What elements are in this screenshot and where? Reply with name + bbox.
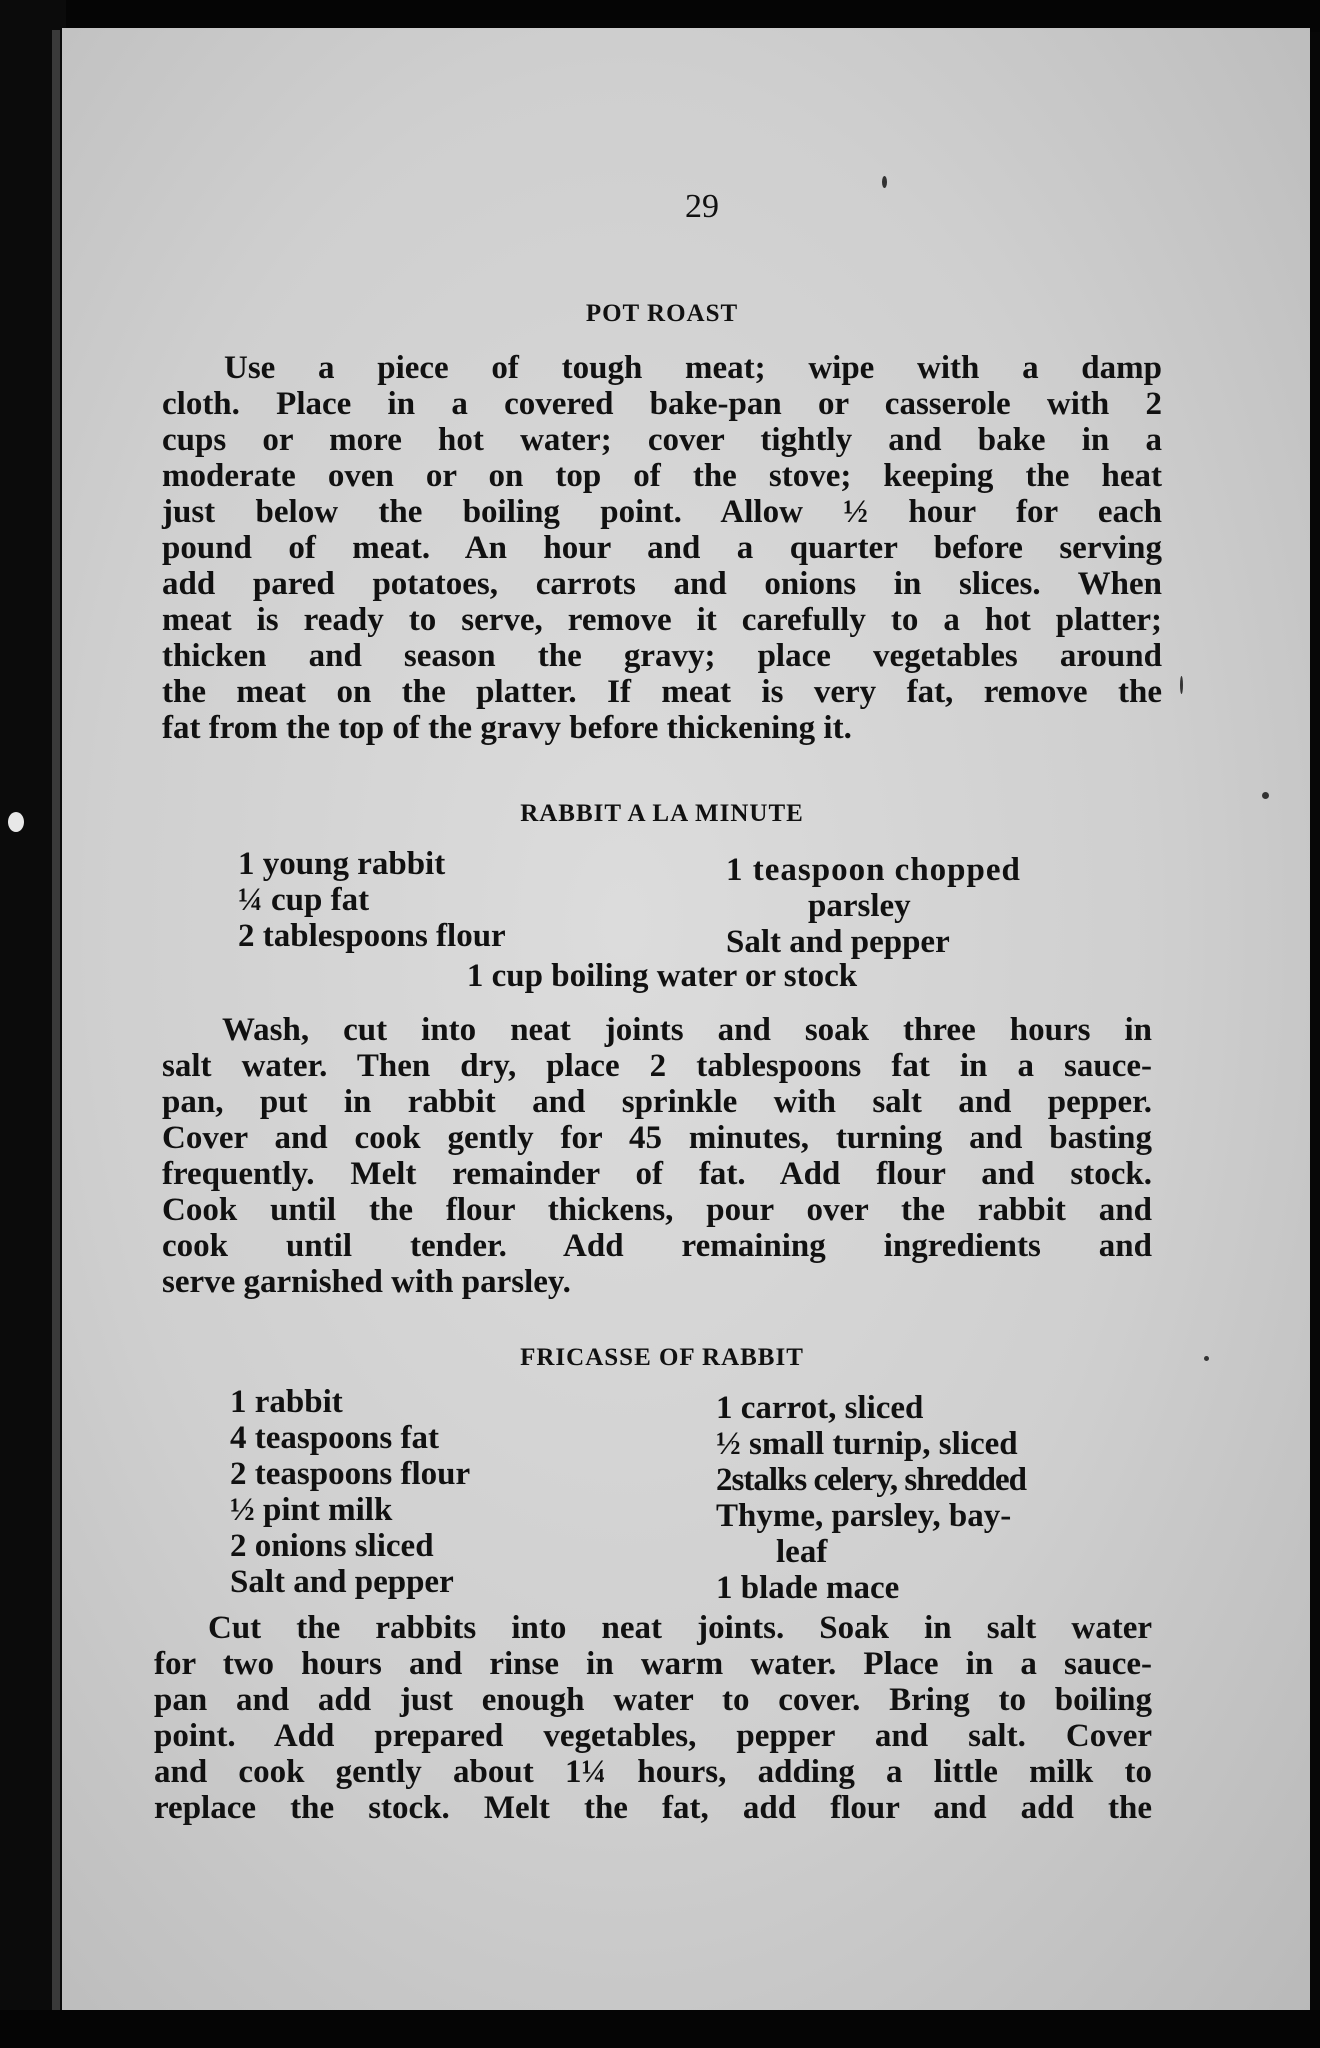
ingredients-right-rabbit-a-la-minute xyxy=(726,852,1021,960)
book-page xyxy=(62,28,1310,2018)
ingredient-item: 2 teaspoons flour xyxy=(230,1456,471,1492)
scan-speck xyxy=(1180,676,1183,694)
ingredients-left-rabbit-a-la-minute xyxy=(238,846,506,954)
ingredient-item: Thyme, parsley, bay- xyxy=(716,1498,1012,1534)
ingredient-item: 2 tablespoons flour xyxy=(238,918,506,954)
scan-bottom-border xyxy=(0,2010,1320,2048)
text-line: cloth. Place in a covered bake-pan or casserole with 2 xyxy=(162,386,1162,422)
recipe-body-pot-roast xyxy=(162,350,1162,746)
text-line: moderate oven or on top of the stove; keeping the heat xyxy=(162,458,1162,494)
text-line: meat is ready to serve, remove it carefully to a hot platter; xyxy=(162,602,1162,638)
ingredient-item: 1 carrot, sliced xyxy=(716,1390,924,1426)
recipe-title-pot-roast: POT ROAST xyxy=(585,300,739,327)
ingredient-item: 1 blade mace xyxy=(716,1570,900,1606)
text-line: cups or more hot water; cover tightly and bake in a xyxy=(162,422,1162,458)
scan-speck xyxy=(1262,792,1269,799)
recipe-body-fricasse-of-rabbit xyxy=(154,1610,1152,1826)
text-line: replace the stock. Melt the fat, add flour and add the xyxy=(154,1790,1152,1826)
ingredient-item-continued: parsley xyxy=(808,888,911,924)
text-line: thicken and season the gravy; place vegetables around xyxy=(162,638,1162,674)
ingredient-item: Salt and pepper xyxy=(726,924,950,960)
text-line: and cook gently about 1¼ hours, adding a little milk to xyxy=(154,1754,1152,1790)
text-line: the meat on the platter. If meat is very fat, remove the xyxy=(162,674,1162,710)
page-number: 29 xyxy=(685,188,719,225)
ingredient-item: 1 rabbit xyxy=(230,1384,343,1420)
ingredient-item: Salt and pepper xyxy=(230,1564,454,1600)
ingredient-item-continued: leaf xyxy=(776,1534,828,1570)
ingredients-right-fricasse-of-rabbit xyxy=(716,1390,1026,1606)
page-content xyxy=(62,28,1310,2018)
text-line: Wash, cut into neat joints and soak three hours in xyxy=(222,1012,1152,1048)
text-line: Cover and cook gently for 45 minutes, turning and basting xyxy=(162,1120,1152,1156)
ingredient-item: 1 young rabbit xyxy=(238,846,446,882)
ingredient-item: 2stalks celery, shredded xyxy=(716,1462,1026,1498)
ingredient-item: ¼ cup fat xyxy=(238,882,370,918)
text-line: fat from the top of the gravy before thickening it. xyxy=(162,710,852,746)
text-line: salt water. Then dry, place 2 tablespoons fat in a sauce- xyxy=(162,1048,1152,1084)
binding-hole xyxy=(8,812,24,832)
recipe-title-fricasse-of-rabbit: FRICASSE OF RABBIT xyxy=(520,1344,804,1371)
recipe-body-rabbit-a-la-minute xyxy=(162,1012,1152,1300)
ingredient-item: 1 teaspoon chopped xyxy=(726,852,1021,888)
binding-edge xyxy=(52,30,60,2020)
ingredient-item: 4 teaspoons fat xyxy=(230,1420,440,1456)
ingredient-item: ½ pint milk xyxy=(230,1492,393,1528)
ingredient-item: 2 onions sliced xyxy=(230,1528,434,1564)
text-line: Cut the rabbits into neat joints. Soak in salt water xyxy=(208,1610,1152,1646)
text-line: frequently. Melt remainder of fat. Add flour and stock. xyxy=(162,1156,1152,1192)
text-line: Use a piece of tough meat; wipe with a damp xyxy=(224,350,1162,386)
ingredient-item-centered: 1 cup boiling water or stock xyxy=(466,958,858,994)
ingredients-left-fricasse-of-rabbit xyxy=(230,1384,470,1600)
scan-speck xyxy=(1204,1356,1209,1361)
recipe-title-rabbit-a-la-minute: RABBIT A LA MINUTE xyxy=(520,800,804,827)
text-line: pan, put in rabbit and sprinkle with salt and pepper. xyxy=(162,1084,1152,1120)
text-line: pound of meat. An hour and a quarter before serving xyxy=(162,530,1162,566)
text-line: serve garnished with parsley. xyxy=(162,1264,571,1300)
text-line: for two hours and rinse in warm water. Place in a sauce- xyxy=(154,1646,1152,1682)
scan-speck xyxy=(882,176,887,188)
text-line: just below the boiling point. Allow ½ hour for each xyxy=(162,494,1162,530)
text-line: Cook until the flour thickens, pour over the rabbit and xyxy=(162,1192,1152,1228)
text-line: pan and add just enough water to cover. Bring to boiling xyxy=(154,1682,1152,1718)
text-line: cook until tender. Add remaining ingredients and xyxy=(162,1228,1152,1264)
ingredient-item: ½ small turnip, sliced xyxy=(716,1426,1018,1462)
text-line: point. Add prepared vegetables, pepper and salt. Cover xyxy=(154,1718,1152,1754)
text-line: add pared potatoes, carrots and onions in slices. When xyxy=(162,566,1162,602)
